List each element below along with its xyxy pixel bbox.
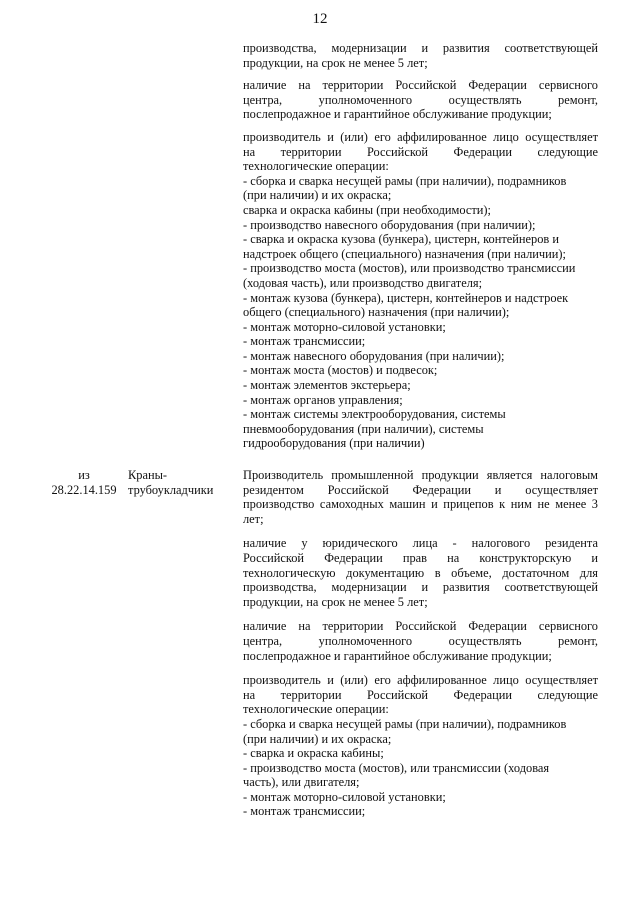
text-line: технологические операции: [243,702,389,717]
text-line: производства, модернизации и развития соответствующей [243,580,598,595]
text-line: центра, уполномоченного осуществлять ремонт, [243,633,598,648]
text-line: продукции, на срок не менее 5 лет; [243,55,428,70]
text-line: наличие на территории Российской Федерации сервисного [243,78,598,93]
paragraph-service-center [243,619,598,663]
list-item: - монтаж навесного оборудования (при наличии); [243,348,505,363]
text-line: на территории Российской Федерации следующие [243,144,598,159]
product-name-line: Краны- [128,468,168,482]
list-item: - сварка и окраска кабины; [243,746,384,761]
list-item: - сборка и сварка несущей рамы (при наличии), подрамников [243,173,567,188]
list-item: - производство моста (мостов), или производство трансмиссии [243,261,576,276]
text-line: производитель и (или) его аффилированное лицо осуществляет [243,673,598,688]
paragraph-service-center [243,78,598,122]
page-number: 12 [312,11,328,27]
requirements-block-2 [243,468,598,827]
list-item: - монтаж трансмиссии; [243,334,366,349]
code-prefix: из [78,468,90,482]
product-name-line: трубоукладчики [128,482,214,497]
list-item: - производство моста (мостов), или трансмиссии (ходовая [243,760,550,775]
requirements-block-1 [243,41,598,459]
product-name-cell [128,468,236,497]
list-item: - монтаж элементов экстерьера; [243,378,411,393]
text-line: производитель и (или) его аффилированное лицо осуществляет [243,129,598,144]
list-item: - сварка и окраска кузова (бункера), цистерн, контейнеров и [243,232,560,247]
paragraph-tech-operations [243,130,598,451]
text-line: послепродажное и гарантийное обслуживание продукции; [243,107,552,122]
list-item: - монтаж кузова (бункера), цистерн, контейнеров и надстроек [243,290,569,305]
list-item: пневмооборудования (при наличии), системы [243,421,484,436]
okpd2-code: 28.22.14.159 [51,482,117,497]
text-line: наличие у юридического лица - налогового резидента [243,536,598,551]
okpd2-code-cell [44,468,124,497]
list-item: - монтаж трансмиссии; [243,804,366,819]
list-item: - сборка и сварка несущей рамы (при наличии), подрамников [243,716,567,731]
list-item: (при наличии) и их окраска; [243,731,392,746]
list-item: (ходовая часть), или производство двигателя; [243,275,483,290]
text-line: Российской Федерации прав на конструкторскую и [243,550,598,565]
text-line: наличие на территории Российской Федерации сервисного [243,619,598,634]
text-line: на территории Российской Федерации следующие [243,687,598,702]
text-line: производства, модернизации и развития соответствующей [243,41,598,55]
text-line: центра, уполномоченного осуществлять ремонт, [243,92,598,107]
list-item: - монтаж органов управления; [243,392,403,407]
list-item: сварка и окраска кабины (при необходимости); [243,202,491,217]
text-line: резидентом Российской Федерации и осуществляет [243,482,598,497]
paragraph-tax-resident [243,468,598,526]
paragraph-tech-operations [243,673,598,819]
paragraph-documentation-rights [243,536,598,609]
list-item: часть), или двигателя; [243,775,360,790]
list-item: надстроек общего (специального) назначения (при наличии); [243,246,566,261]
text-line: послепродажное и гарантийное обслуживание продукции; [243,648,552,663]
list-item: - монтаж моторно-силовой установки; [243,789,446,804]
list-item: - монтаж моста (мостов) и подвесок; [243,363,438,378]
list-item: - монтаж моторно-силовой установки; [243,319,446,334]
list-item: общего (специального) назначения (при наличии); [243,305,510,320]
list-item: - производство навесного оборудования (при наличии); [243,217,536,232]
text-line: лет; [243,511,264,526]
list-item: гидрооборудования (при наличии) [243,436,425,451]
text-line: Производитель промышленной продукции является налоговым [243,468,598,482]
list-item: - монтаж системы электрооборудования, системы [243,407,506,422]
text-line: технологические операции: [243,159,389,174]
text-line: продукции, на срок не менее 5 лет; [243,594,428,609]
paragraph-rights-continuation [243,41,598,70]
text-line: технологическую документацию в объеме, достаточном для [243,565,598,580]
list-item: (при наличии) и их окраска; [243,188,392,203]
text-line: производство самоходных машин и прицепов к ним не менее 3 [243,497,598,512]
